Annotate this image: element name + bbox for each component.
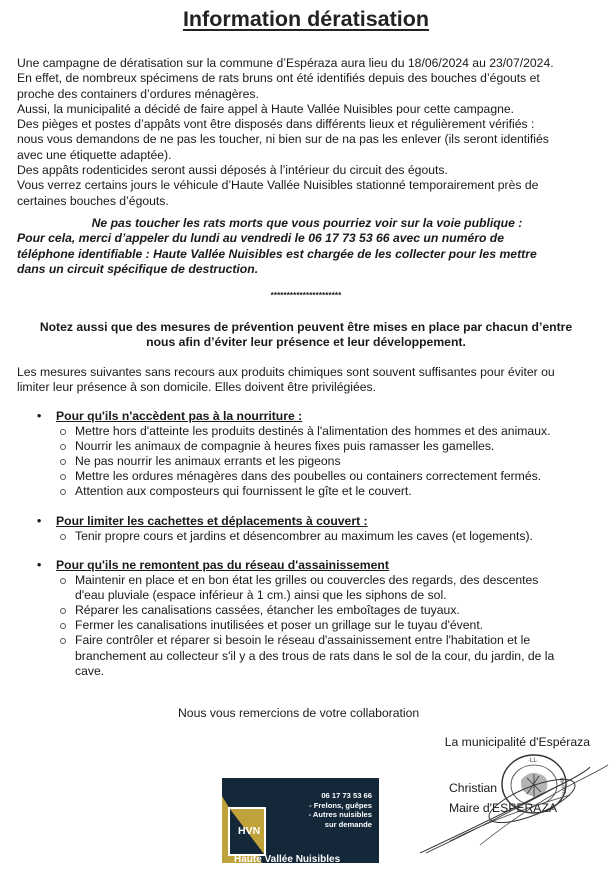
business-card (222, 778, 379, 863)
list-item-text: Mettre les ordures ménagères dans des poubelles ou containers correctement fermés. (75, 469, 542, 484)
intro-paragraph (17, 56, 607, 209)
list-item-text: Maintenir en place et en bon état les grilles ou couvercles des regards, des descentes (75, 573, 539, 588)
bullet-icon: • (37, 514, 42, 528)
list-item (0, 573, 612, 603)
list-item (0, 439, 612, 454)
intro-line: certaines bouches d’égouts. (17, 193, 169, 208)
list-item-text: Faire contrôler et réparer si besoin le réseau d'assainissement entre l'habitation et le (75, 633, 531, 648)
circle-bullet-icon (60, 489, 66, 495)
intro-line: Aussi, la municipalité a décidé de faire appel à Haute Vallée Nuisibles pour cette campagne. (17, 101, 515, 116)
list-item-text: Tenir propre cours et jardins et désencombrer au maximum les caves (et logements). (75, 529, 533, 544)
intro-line: Des pièges et postes d’appâts vont être disposés dans différents lieux et régulièrement vérifiés : (17, 117, 535, 132)
list-item (0, 529, 612, 544)
list-item-text: Attention aux composteurs qui fournissent le gîte et le couvert. (75, 484, 412, 499)
circle-bullet-icon (60, 608, 66, 614)
prevention-note (0, 320, 612, 351)
list-item-text: Mettre hors d'atteinte les produits destinés à l'alimentation des hommes et des animaux. (75, 424, 551, 439)
signer-title: Maire d'ESPERAZA (449, 801, 557, 815)
list-item (0, 454, 612, 469)
brand-name: Haute Vallée Nuisibles (234, 854, 341, 863)
section-heading-text: Pour qu'ils ne remontent pas du réseau d'assainissement (56, 558, 389, 572)
card-line: - Autres nuisibles (308, 810, 372, 820)
measures-line: limiter leur présence à son domicile. Elles doivent être privilégiées. (17, 380, 377, 395)
measure-list (0, 573, 612, 679)
section-heading-text: Pour limiter les cachettes et déplacements à couvert : (56, 514, 368, 528)
warning-line: téléphone identifiable : Haute Vallée Nuisibles est chargée de les collecter pour les mettre (17, 246, 537, 261)
bullet-icon: • (37, 409, 42, 423)
note-line: Notez aussi que des mesures de prévention peuvent être mises en place par chacun d’entre (39, 320, 573, 334)
intro-line: En effet, de nombreux spécimens de rats bruns ont été identifiés depuis des bouches d’égouts et (17, 71, 540, 86)
card-info (309, 791, 372, 829)
list-item-text: Réparer les canalisations cassées, étancher les emboîtages de tuyaux. (75, 603, 460, 618)
municipality-signature: La municipalité d'Espéraza (444, 735, 590, 749)
circle-bullet-icon (60, 474, 66, 480)
measures-line: Les mesures suivantes sans recours aux produits chimiques sont souvent suffisantes pour éviter ou (17, 365, 555, 379)
circle-bullet-icon (60, 578, 66, 584)
list-item (0, 469, 612, 484)
list-item (0, 424, 612, 439)
list-item (0, 603, 612, 618)
circle-bullet-icon (60, 534, 66, 540)
list-item-text: cave. (75, 663, 105, 678)
section-sewer (0, 558, 612, 679)
card-line: sur demande (324, 819, 372, 829)
section-food (0, 409, 612, 500)
circle-bullet-icon (60, 623, 66, 629)
list-item-text: Fermer les canalisations inutilisées et poser un grillage sur le tuyau d'évent. (75, 618, 484, 633)
warning-line: Ne pas toucher les rats morts que vous pourriez voir sur la voie publique : (91, 216, 523, 230)
intro-line: Des appâts rodenticides seront aussi déposés à l’intérieur du circuit des égouts. (17, 163, 448, 178)
warning-line: dans un circuit spécifique de destruction. (17, 262, 259, 277)
card-line: - Frelons, guêpes (309, 800, 372, 810)
section-heading-text: Pour qu'ils n'accèdent pas à la nourriture : (56, 409, 303, 423)
section-heading (0, 409, 612, 424)
circle-bullet-icon (60, 459, 66, 465)
warning-line: Pour cela, merci d’appeler du lundi au vendredi le 06 17 73 53 66 avec un numéro de (17, 231, 505, 246)
svg-text:MAIRIE: MAIRIE (558, 777, 567, 796)
circle-bullet-icon (60, 444, 66, 450)
circle-bullet-icon (60, 638, 66, 644)
section-heading (0, 514, 612, 529)
thanks-text: Nous vous remercions de votre collaboration (178, 706, 420, 720)
signer-name: Christian (449, 781, 498, 795)
list-item-text: Ne pas nourrir les animaux errants et les pigeons (75, 454, 341, 469)
measure-list (0, 424, 612, 499)
logo-text: HVN (238, 825, 261, 837)
list-item (0, 618, 612, 633)
list-item-text: Nourrir les animaux de compagnie à heures fixes puis ramasser les gamelles. (75, 439, 495, 454)
separator: ********************** (270, 291, 342, 300)
section-hiding (0, 514, 612, 544)
card-phone: 06 17 73 53 66 (321, 791, 372, 800)
note-line: nous afin d’éviter leur présence et leur développement. (146, 335, 466, 350)
circle-bullet-icon (60, 429, 66, 435)
bullet-icon: • (37, 558, 42, 572)
section-heading (0, 558, 612, 573)
measures-intro (17, 365, 555, 396)
intro-line: nous vous demandons de ne pas les toucher, ni bien sur de na pas les enlever (ils seront identifiés (17, 132, 549, 147)
intro-line: avec une étiquette adaptée). (17, 147, 172, 162)
signature-icon (420, 745, 612, 855)
svg-text:·LL·: ·LL· (528, 758, 539, 764)
document-title: Information dératisation (182, 7, 430, 31)
warning-block (17, 216, 597, 278)
measure-list (0, 529, 612, 544)
intro-line: Une campagne de dératisation sur la commune d’Espéraza aura lieu du 18/06/2024 au 23/07/2024. (17, 56, 554, 70)
intro-line: Vous verrez certains jours le véhicule d’Haute Vallée Nuisibles stationné temporairement près de (17, 178, 539, 193)
intro-line: proche des containers d’ordures ménagères. (17, 86, 259, 101)
list-item (0, 633, 612, 678)
list-item-text: branchement au collecteur s'il y a des trous de rats dans le sol de la cour, du jardin, de la (75, 648, 555, 663)
list-item (0, 484, 612, 499)
list-item-text: d'eau pluviale (espace inférieur à 1 cm.) ainsi que les siphons de sol. (75, 588, 447, 603)
